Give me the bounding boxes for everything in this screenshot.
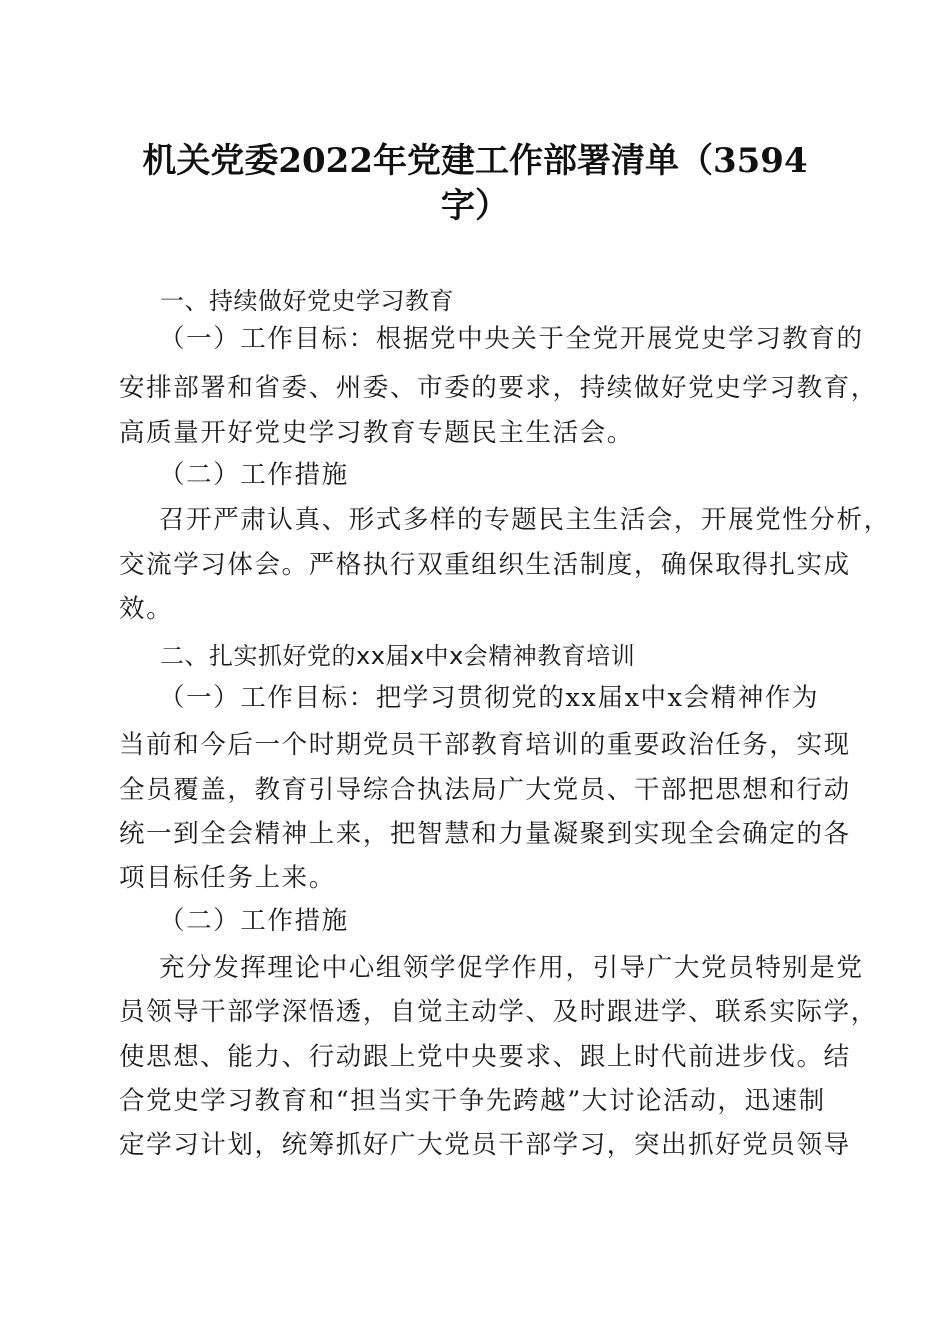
document-title-line-2: 字） [441, 186, 509, 226]
section-1-heading: 一、持续做好党史学习教育 [160, 287, 454, 315]
section-1-measures-line: 交流学习体会。严格执行双重组织生活制度，确保取得扎实成 [119, 550, 851, 580]
section-2-measures-line: 合党史学习教育和“担当实干争先跨越”大讨论活动，迅速制 [119, 1086, 826, 1116]
section-2-goal-line: 当前和今后一个时期党员干部教育培训的重要政治任务，实现 [119, 730, 851, 760]
section-1-goal-line: 安排部署和省委、州委、市委的要求，持续做好党史学习教育， [119, 373, 878, 403]
section-2-measures-line: 充分发挥理论中心组领学促学作用，引导广大党员特别是党 [159, 953, 864, 983]
section-2-measures-line: 使思想、能力、行动跟上党中央要求、跟上时代前进步伐。结 [119, 1042, 851, 1072]
section-2-heading: 二、扎实抓好党的xx届x中x会精神教育培训 [160, 642, 636, 670]
document-title-line-1: 机关党委2022年党建工作部署清单（3594 [142, 141, 808, 181]
section-2-goal-line: 项目标任务上来。 [119, 863, 336, 893]
section-1-measures-label: （二）工作措施 [159, 460, 349, 490]
section-2-goal-line: 统一到全会精神上来，把智慧和力量凝聚到实现全会确定的各 [119, 819, 851, 849]
section-1-goal-line: 高质量开好党史学习教育专题民主生活会。 [119, 418, 634, 448]
section-1-measures-line: 召开严肃认真、形式多样的专题民主生活会，开展党性分析， [159, 505, 891, 535]
section-1-goal-line: （一）工作目标：根据党中央关于全党开展党史学习教育的 [159, 324, 864, 354]
section-2-measures-line: 定学习计划，统筹抓好广大党员干部学习，突出抓好党员领导 [119, 1130, 851, 1160]
section-2-goal-line: 全员覆盖，教育引导综合执法局广大党员、干部把思想和行动 [119, 775, 851, 805]
section-2-goal-line: （一）工作目标：把学习贯彻党的xx届x中x会精神作为 [159, 683, 820, 713]
section-2-measures-label: （二）工作措施 [159, 906, 349, 936]
section-1-measures-line: 效。 [119, 594, 174, 624]
section-2-measures-line: 员领导干部学深悟透，自觉主动学、及时跟进学、联系实际学， [119, 997, 878, 1027]
